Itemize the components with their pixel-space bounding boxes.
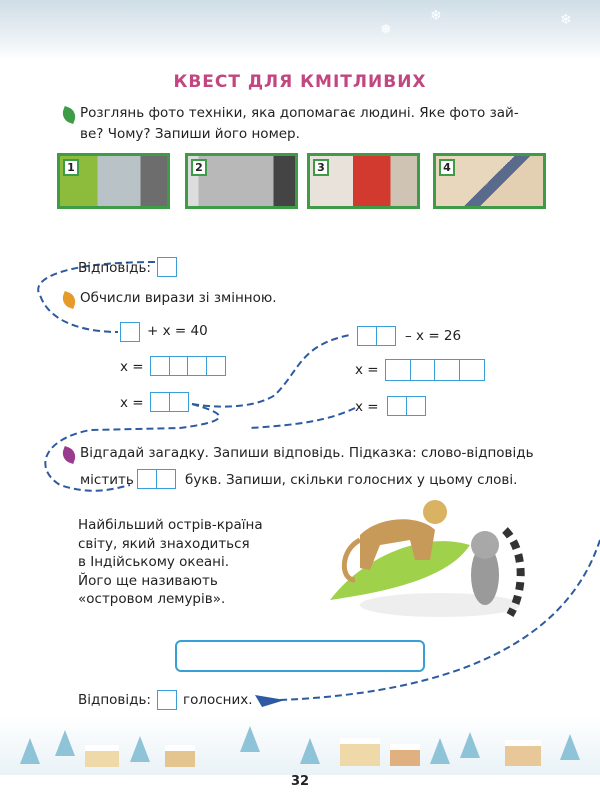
house-icon: [340, 738, 380, 766]
task3-line1: Відгадай загадку. Запиши відповідь. Підказка: слово-відповідь: [80, 445, 534, 461]
photo-microwave: [185, 153, 298, 209]
right-x-label-2: x =: [355, 399, 379, 415]
riddle-line: в Індійському океані.: [78, 554, 230, 570]
snowflake-icon: ❅: [380, 22, 392, 38]
tree-icon: [300, 738, 320, 764]
right-x-cells-2[interactable]: [387, 396, 424, 416]
answer-label: Відповідь:: [78, 260, 151, 276]
right-equation: – x = 26: [405, 328, 462, 344]
answer1-cell[interactable]: [157, 257, 177, 277]
riddle-answer-field[interactable]: [175, 640, 425, 672]
task3-line2-pre: містить: [80, 472, 134, 488]
tree-icon: [130, 736, 150, 762]
tree-icon: [55, 730, 75, 756]
vowels-answer-label: Відповідь:: [78, 692, 151, 708]
photo-kettle: [57, 153, 170, 209]
photo-number: 1: [63, 159, 79, 176]
riddle-line: Його ще називають: [78, 572, 218, 589]
task1-instructions: [80, 103, 550, 145]
monkey-lemur-illustration: [320, 490, 540, 630]
right-eq-cells[interactable]: [357, 326, 394, 346]
photo-mixer: [307, 153, 420, 209]
photo-number: 4: [439, 159, 455, 176]
page-title: КВЕСТ ДЛЯ КМІТЛИВИХ: [173, 72, 427, 92]
house-icon: [505, 740, 541, 766]
left-eq-cell[interactable]: [120, 322, 140, 342]
task3-line2-post: букв. Запиши, скільки голосних у цьому слові.: [185, 472, 518, 488]
tree-icon: [20, 738, 40, 764]
house-icon: [85, 745, 119, 767]
snowflake-icon: ❄: [560, 12, 572, 28]
riddle-line: світу, який знаходиться: [78, 535, 250, 552]
left-x-cells-4[interactable]: [150, 356, 224, 376]
task1-line1: Розглянь фото техніки, яка допомагає людині. Яке фото зай-: [80, 105, 519, 121]
photo-number: 2: [191, 159, 207, 176]
vowels-count-cell[interactable]: [157, 690, 177, 710]
photo-vacuum: [433, 153, 546, 209]
task2-instructions: Обчисли вирази зі змінною.: [80, 290, 277, 306]
left-x-cells-2[interactable]: [150, 392, 187, 412]
left-x-label-1: x =: [120, 359, 144, 375]
page-number: 32: [290, 774, 310, 789]
right-x-label-1: x =: [355, 362, 379, 378]
tree-icon: [430, 738, 450, 764]
snowflake-icon: ❄: [430, 8, 442, 24]
left-equation: + x = 40: [147, 323, 208, 339]
tree-icon: [240, 726, 260, 752]
photo-number: 3: [313, 159, 329, 176]
riddle-line: Найбільший острів-країна: [78, 517, 263, 533]
tree-icon: [460, 732, 480, 758]
task1-line2: ве? Чому? Запиши його номер.: [80, 126, 300, 142]
right-x-cells-4[interactable]: [385, 359, 483, 381]
house-icon: [390, 744, 420, 766]
vowels-answer-suffix: голосних.: [183, 692, 253, 708]
letter-count-cells[interactable]: [137, 469, 174, 489]
house-icon: [165, 745, 195, 767]
tree-icon: [560, 734, 580, 760]
left-x-label-2: x =: [120, 395, 144, 411]
riddle-line: «островом лемурів».: [78, 591, 226, 607]
riddle-text: [78, 516, 263, 609]
